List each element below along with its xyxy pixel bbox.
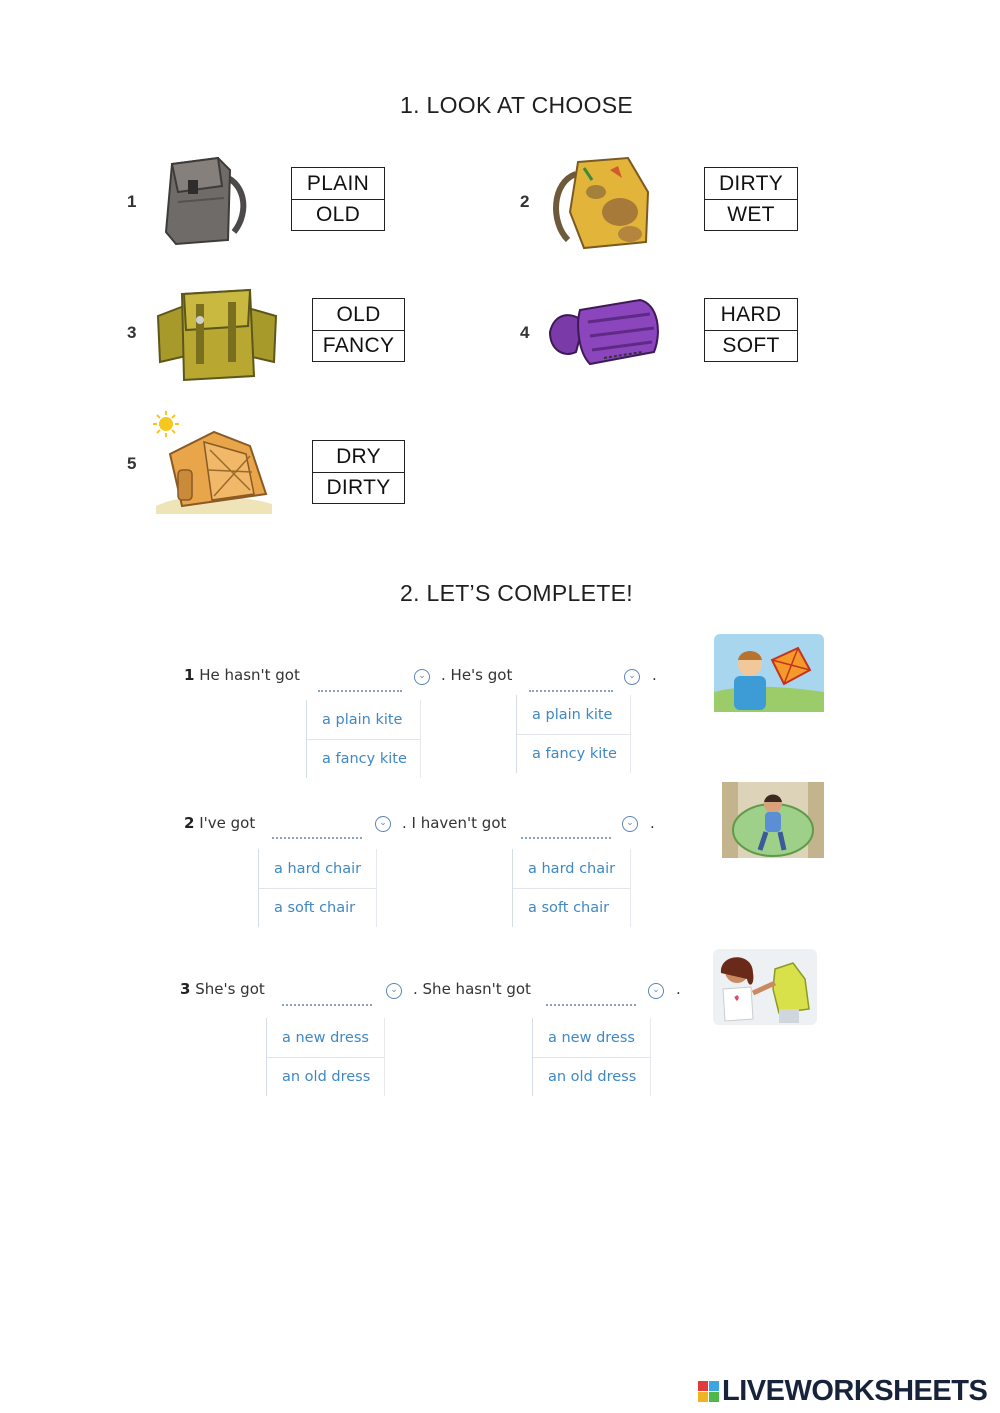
sentence-end: .: [650, 814, 655, 832]
choice-box-1: [291, 167, 385, 231]
item-number: 2: [520, 192, 530, 211]
chevron-down-icon[interactable]: ⌄: [622, 816, 638, 832]
dropdown-option[interactable]: an old dress: [533, 1057, 650, 1096]
sentence-end: .: [676, 980, 681, 998]
chevron-down-icon[interactable]: ⌄: [414, 669, 430, 685]
liveworksheets-brand[interactable]: LIVEWORKSHEETS: [722, 1375, 988, 1407]
choice-option[interactable]: FANCY: [313, 330, 404, 361]
dropdown-option[interactable]: a plain kite: [322, 711, 403, 728]
sentence-text: She's got: [195, 980, 265, 998]
choice-box-4: [704, 298, 798, 362]
sentence-2-start: [184, 814, 255, 832]
choice-option[interactable]: DIRTY: [718, 171, 784, 195]
answer-blank[interactable]: [521, 837, 611, 839]
sunny-backpack-image: [150, 410, 274, 514]
sentence-end: .: [652, 666, 657, 684]
dropdown-option[interactable]: a new dress: [548, 1029, 635, 1046]
chevron-down-icon[interactable]: ⌄: [375, 816, 391, 832]
choice-option[interactable]: SOFT: [705, 330, 797, 361]
dropdown-list: [258, 849, 377, 927]
dropdown-list: [516, 695, 631, 773]
girl-dress-image: [713, 949, 817, 1025]
item-number: 4: [520, 323, 530, 342]
dropdown-list: [266, 1018, 385, 1096]
liveworksheets-logo-icon: [698, 1381, 720, 1403]
dropdown-option[interactable]: a soft chair: [259, 888, 376, 927]
item-number: 1: [127, 192, 137, 211]
sentence-number: 1: [184, 666, 195, 684]
chevron-down-icon[interactable]: ⌄: [624, 669, 640, 685]
purple-backpack-image: [544, 292, 664, 370]
dropdown-option[interactable]: a fancy kite: [517, 734, 630, 773]
choice-option[interactable]: WET: [705, 199, 797, 230]
girl-beanbag-image: [722, 782, 824, 858]
choice-option[interactable]: OLD: [292, 199, 384, 230]
section2-title: 2. LET’S COMPLETE!: [400, 580, 633, 606]
answer-blank[interactable]: [546, 1004, 636, 1006]
chevron-down-icon[interactable]: ⌄: [386, 983, 402, 999]
choice-box-2: [704, 167, 798, 231]
choice-option[interactable]: DIRTY: [313, 472, 404, 503]
sentence-text: . She hasn't got: [413, 980, 531, 998]
answer-blank[interactable]: [529, 690, 613, 692]
chevron-down-icon[interactable]: ⌄: [648, 983, 664, 999]
choice-option[interactable]: OLD: [336, 302, 381, 326]
dropdown-option[interactable]: an old dress: [267, 1057, 384, 1096]
item-number: 5: [127, 454, 137, 473]
dirty-backpack-image: [548, 152, 658, 252]
sentence-3-start: [180, 980, 265, 998]
boy-kite-image: [714, 634, 824, 712]
olive-backpack-image: [150, 284, 282, 384]
answer-blank[interactable]: [318, 690, 402, 692]
dropdown-option[interactable]: a soft chair: [513, 888, 630, 927]
answer-blank[interactable]: [272, 837, 362, 839]
sentence-text: . He's got: [441, 666, 513, 684]
sentence-number: 2: [184, 814, 195, 832]
choice-option[interactable]: HARD: [720, 302, 782, 326]
dropdown-option[interactable]: a hard chair: [274, 860, 362, 877]
item-number: 3: [127, 323, 137, 342]
sentence-text: He hasn't got: [199, 666, 300, 684]
dropdown-option[interactable]: a fancy kite: [307, 739, 420, 778]
section1-title: 1. LOOK AT CHOOSE: [400, 92, 634, 118]
choice-box-3: [312, 298, 405, 362]
sentence-number: 3: [180, 980, 191, 998]
dropdown-option[interactable]: a new dress: [282, 1029, 369, 1046]
dropdown-option[interactable]: a plain kite: [532, 706, 613, 723]
sentence-text: . I haven't got: [402, 814, 507, 832]
choice-option[interactable]: DRY: [336, 444, 381, 468]
grey-backpack-image: [148, 152, 253, 247]
sentence-1-start: [184, 666, 300, 684]
choice-option[interactable]: PLAIN: [306, 171, 370, 195]
dropdown-list: [306, 700, 421, 778]
dropdown-list: [512, 849, 631, 927]
choice-box-5: [312, 440, 405, 504]
dropdown-list: [532, 1018, 651, 1096]
dropdown-option[interactable]: a hard chair: [528, 860, 616, 877]
answer-blank[interactable]: [282, 1004, 372, 1006]
sentence-text: I've got: [199, 814, 256, 832]
